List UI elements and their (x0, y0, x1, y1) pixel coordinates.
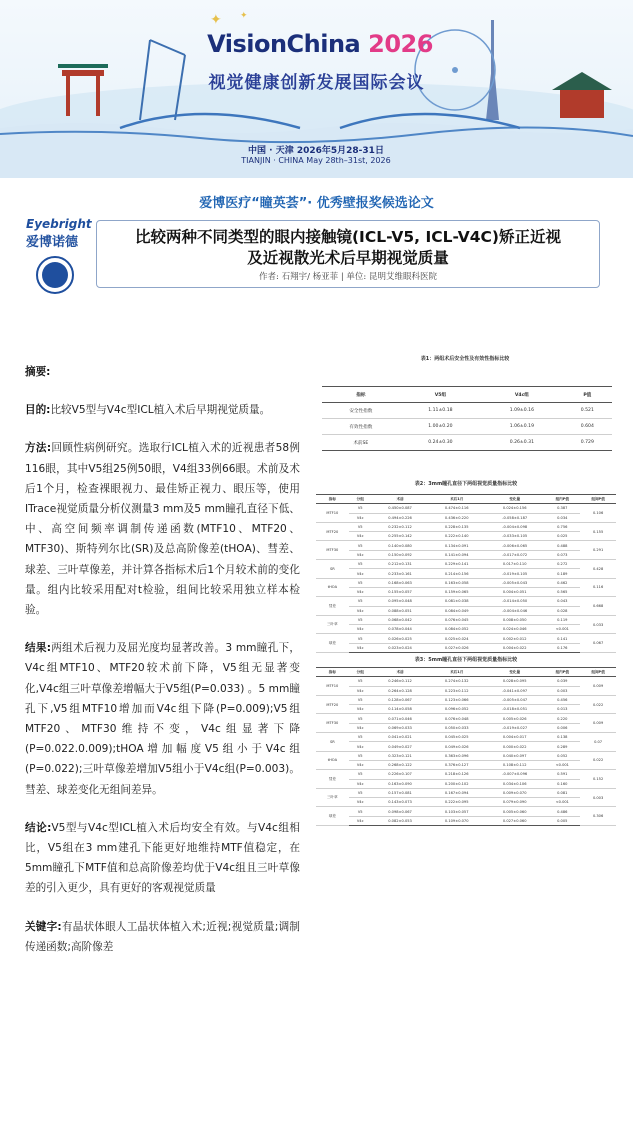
table3-cell: -0.018±0.051 (485, 705, 544, 714)
table2-metric-cell: tHOA (316, 578, 349, 597)
table2-cell: 0.119 (544, 615, 580, 624)
table3-cell: V5 (349, 788, 372, 797)
table2-row (316, 643, 616, 652)
table3-header-cell: 术后1月 (428, 668, 485, 677)
table2-cell: -0.017±0.072 (485, 550, 544, 559)
table3-row (316, 788, 616, 797)
table2-cell: 0.222±0.140 (428, 532, 485, 541)
table3-cell: 0.167±0.094 (428, 788, 485, 797)
table3-cell: 0.028±0.095 (485, 677, 544, 686)
table3-row (316, 779, 616, 788)
table3-cell: 0.160 (544, 779, 580, 788)
table2-header-cell: 变化量 (485, 495, 544, 504)
table3-cell: V5 (349, 714, 372, 723)
table3-cell: 0.003 (544, 686, 580, 695)
results-text: 两组术后视力及屈光度均显著改善。3 mm瞳孔下，V4c组MTF10、MTF20较术前下降，V5组无显著变化,V4c组三叶草像差增幅大于V5组(P=0.033) 。5 mm瞳孔下,V5组MTF10增加而V4c组下降(P=0.009);V5组MTF20、MTF30维持不变，V4c组显著下降(P=0.022.0.009);tHOA增加幅度V5组小于V4c组(P=0.022);三叶草像差增加V5组小于V4c组(P=0.003)。彗差、球差变化无组间差异。 (25, 642, 300, 796)
table3-cell: V5 (349, 751, 372, 760)
table2-cell: 0.024±0.046 (485, 625, 544, 634)
table2-between-p-cell: 0.106 (580, 504, 616, 523)
table2-cell: -0.019±0.105 (485, 569, 544, 578)
table3-cell: 0.079±0.090 (485, 798, 544, 807)
table3-cell: 0.591 (544, 770, 580, 779)
table2-row (316, 550, 616, 559)
table2-between-p-cell: 0.668 (580, 597, 616, 616)
table3-cell: 0.069±0.033 (372, 723, 429, 732)
table2-cell: 0.084±0.052 (428, 625, 485, 634)
table3-header-row (316, 668, 616, 677)
table2-cell: 0.043 (544, 597, 580, 606)
results-paragraph (25, 638, 300, 800)
table2-row (316, 625, 616, 634)
table3-row (316, 742, 616, 751)
table3-cell: 0.049±0.026 (428, 742, 485, 751)
table3-cell: V5 (349, 677, 372, 686)
table2-cell: 0.024±0.156 (485, 504, 544, 513)
table2-cell: 0.068±0.042 (372, 615, 429, 624)
table2-header-cell: 组内P值 (544, 495, 580, 504)
table2-cell: 0.025 (544, 532, 580, 541)
table2-cell: V4c (349, 606, 372, 615)
table3-metric-cell: SR (316, 733, 349, 752)
paper-title-line-2: 及近视散光术后早期视觉质量 (247, 249, 449, 267)
table2-cell: 0.155±0.057 (372, 587, 429, 596)
table3-header-cell: 组内P值 (544, 668, 580, 677)
table3-cell: 0.039 (544, 677, 580, 686)
objective-paragraph (25, 400, 300, 420)
table3-cell: 0.082±0.053 (372, 816, 429, 825)
svg-text:✦: ✦ (240, 11, 248, 21)
table1-header-cell: 指标 (322, 387, 400, 403)
table2-header-cell: 术前 (372, 495, 429, 504)
table2-cell: V4c (349, 550, 372, 559)
table2-between-p-cell: 0.116 (580, 578, 616, 597)
table2-cell: V5 (349, 578, 372, 587)
table2-cell: 0.163±0.058 (428, 578, 485, 587)
table2-between-p-cell: 0.067 (580, 634, 616, 653)
table2-cell: 0.212±0.131 (372, 560, 429, 569)
table3-row (316, 686, 616, 695)
table2-cell: V5 (349, 504, 372, 513)
table2-cell: 0.078±0.044 (372, 625, 429, 634)
table3-cell: 0.456 (544, 695, 580, 704)
table3-cell: 0.128±0.067 (372, 695, 429, 704)
table2-cell: 0.387 (544, 504, 580, 513)
table1-row (322, 403, 612, 419)
table1-header-cell: V4c组 (481, 387, 562, 403)
methods-paragraph (25, 438, 300, 620)
table3-cell: 0.323±0.121 (372, 751, 429, 760)
table2-cell: 0.168±0.063 (372, 578, 429, 587)
table2-cell: 0.474±0.116 (428, 504, 485, 513)
table3-cell: 0.052 (544, 751, 580, 760)
table3-cell: 0.076±0.048 (428, 714, 485, 723)
table2-header-row (316, 495, 616, 504)
table2-cell: -0.014±0.050 (485, 597, 544, 606)
table3-cell: 0.041±0.021 (372, 733, 429, 742)
table3-cell: 0.009±0.070 (485, 788, 544, 797)
conclusion-label: 结论: (25, 821, 52, 834)
table1-cell: 1.11±0.18 (400, 403, 481, 419)
table1-cell: 术前SE (322, 435, 400, 451)
table3-cell: 0.096±0.052 (428, 705, 485, 714)
table2-row (316, 569, 616, 578)
table2-cell: 0.034 (544, 513, 580, 522)
table3-between-p-cell: 0.009 (580, 714, 616, 733)
table2-cell: 0.229±0.141 (428, 560, 485, 569)
table3-cell: 0.013 (544, 705, 580, 714)
table2-cell: V4c (349, 513, 372, 522)
table2-cell: 0.073 (544, 550, 580, 559)
table3-header-cell: 组间P值 (580, 668, 616, 677)
table2-row (316, 578, 616, 587)
table3-cell: V5 (349, 770, 372, 779)
table1-cell: 0.521 (563, 403, 612, 419)
table3-between-p-cell: 0.009 (580, 677, 616, 696)
table2-cell: 0.228±0.135 (428, 522, 485, 531)
table3 (316, 667, 616, 826)
table3-cell: <0.001 (544, 798, 580, 807)
table3-cell: 0.200±0.102 (428, 779, 485, 788)
table2-cell: -0.006±0.065 (485, 541, 544, 550)
table3-metric-cell: tHOA (316, 751, 349, 770)
table3-cell: 0.222±0.095 (428, 798, 485, 807)
methods-text: 回顾性病例研究。选取行ICL植入术的近视患者58例116眼，其中V5组25例50眼，V4组33例66眼。术前及术后1个月，检查裸眼视力、最佳矫正视力、眼压等，使用ITrace视觉质量分析仪测量3 mm及5 mm瞳孔直径下低、中、高空间频率调制传递函数(MTF10、MTF20、MTF30)、斯特列尔比(SR)及总高阶像差(tHOA)、彗差、球差、三叶草像差，并计算各指标术后1个月较术前的变化量。组内比较采用配对t检验，组间比较采用独立样本检验。 (25, 442, 300, 617)
table3-cell: 0.000±0.022 (485, 742, 544, 751)
abstract-heading: 摘要: (25, 366, 51, 378)
conference-banner (0, 0, 633, 178)
table2-row (316, 587, 616, 596)
table2-cell: <0.001 (544, 625, 580, 634)
table3-cell: 0.004±0.017 (485, 733, 544, 742)
table3-cell: 0.103±0.057 (428, 807, 485, 816)
table2-cell: V5 (349, 560, 372, 569)
table2-cell: 0.189 (544, 569, 580, 578)
table3-cell: 0.268±0.122 (372, 760, 429, 769)
table1-header-cell: V5组 (400, 387, 481, 403)
table2-cell: V4c (349, 625, 372, 634)
table3-cell: 0.289 (544, 742, 580, 751)
eyebright-logo-cn: 爱博诺德 (26, 235, 79, 250)
table3-cell: V5 (349, 733, 372, 742)
table3-metric-cell: 球差 (316, 807, 349, 826)
table2-cell: 0.176 (544, 643, 580, 652)
table2-row (316, 606, 616, 615)
table3-cell: <0.001 (544, 760, 580, 769)
table3-row (316, 798, 616, 807)
table3-row (316, 770, 616, 779)
results-label: 结果: (25, 642, 52, 655)
table2-cell: 0.141±0.094 (428, 550, 485, 559)
table3-cell: 0.071±0.046 (372, 714, 429, 723)
table3-cell: -0.041±0.097 (485, 686, 544, 695)
table3-header-cell: 指标 (316, 668, 349, 677)
table3-cell: -0.005±0.047 (485, 695, 544, 704)
award-heading: 爱博医疗“瞳英荟”· 优秀壁报奖候选论文 (199, 196, 434, 211)
table3-row (316, 760, 616, 769)
table2-cell: V5 (349, 597, 372, 606)
paper-authors: 作者: 石翔宇/ 杨亚菲 | 单位: 昆明艾维眼科医院 (259, 272, 437, 282)
methods-label: 方法: (25, 442, 52, 455)
table1 (322, 386, 612, 451)
table3-cell: 0.098±0.067 (372, 807, 429, 816)
table2-header-cell: 组间P值 (580, 495, 616, 504)
table2-cell: V5 (349, 541, 372, 550)
table3-cell: 0.274±0.132 (428, 677, 485, 686)
table2-between-p-cell: 0.155 (580, 522, 616, 541)
table3-cell: 0.486 (544, 807, 580, 816)
table3-cell: 0.081 (544, 788, 580, 797)
table2-metric-cell: 彗差 (316, 597, 349, 616)
table3-cell: V4c (349, 686, 372, 695)
paper-title-line-1: 比较两种不同类型的眼内接触镜(ICL-V5, ICL-V4C)矫正近视 (134, 228, 562, 246)
table3-cell: 0.108±0.112 (485, 760, 544, 769)
table3-cell: 0.220 (544, 714, 580, 723)
table1-header-row (322, 387, 612, 403)
table3-metric-cell: MTF20 (316, 695, 349, 714)
table2-cell: 0.025±0.024 (428, 634, 485, 643)
table3-cell: V4c (349, 723, 372, 732)
table3-row (316, 807, 616, 816)
table1-row (322, 435, 612, 451)
table3-between-p-cell: 0.152 (580, 770, 616, 789)
table3-cell: V4c (349, 705, 372, 714)
table3-metric-cell: 三叶草 (316, 788, 349, 807)
table3-header-cell: 分组 (349, 668, 372, 677)
table2-cell: V4c (349, 569, 372, 578)
table3-cell: 0.027±0.060 (485, 816, 544, 825)
table3-cell: 0.049±0.027 (372, 742, 429, 751)
table2-cell: 0.134±0.091 (428, 541, 485, 550)
table2-row (316, 560, 616, 569)
table2-cell: 0.026±0.025 (372, 634, 429, 643)
table2-cell: 0.565 (544, 587, 580, 596)
vision-china-logo: VisionChina 2026 (207, 30, 433, 58)
table2-cell: 0.141 (544, 634, 580, 643)
table1-cell: 安全性指数 (322, 403, 400, 419)
date-en: TIANJIN · CHINA May 28th–31st, 2026 (241, 156, 391, 165)
table2-cell: -0.004±0.046 (485, 606, 544, 615)
table1-cell: 有效性指数 (322, 419, 400, 435)
table2-cell: 0.088±0.051 (372, 606, 429, 615)
table3-metric-cell: MTF30 (316, 714, 349, 733)
table2-cell: 0.462 (544, 578, 580, 587)
table2-row (316, 615, 616, 624)
table3-cell: 0.109±0.070 (428, 816, 485, 825)
table3-between-p-cell: 0.07 (580, 733, 616, 752)
table2-metric-cell: MTF30 (316, 541, 349, 560)
table3-cell: 0.045±0.025 (428, 733, 485, 742)
table3-caption: 表3：5mm瞳孔直径下两组视觉质量指标比较 (414, 657, 518, 663)
table3-cell: 0.264±0.128 (372, 686, 429, 695)
table1-header-cell: P值 (563, 387, 612, 403)
table2-metric-cell: MTF10 (316, 504, 349, 523)
table2-cell: V4c (349, 532, 372, 541)
table1-cell: 1.00±0.20 (400, 419, 481, 435)
table2-cell: 0.004±0.051 (485, 587, 544, 596)
table2-row (316, 532, 616, 541)
conference-title: 视觉健康创新发展国际会议 (208, 73, 425, 93)
table1-cell: 0.24±0.30 (400, 435, 481, 451)
objective-label: 目的: (25, 404, 51, 417)
table3-cell: -0.007±0.096 (485, 770, 544, 779)
table3-between-p-cell: 0.022 (580, 695, 616, 714)
table1-cell: 1.06±0.19 (481, 419, 562, 435)
table3-metric-cell: MTF10 (316, 677, 349, 696)
table2-cell: 0.004±0.022 (485, 643, 544, 652)
eyebright-logo: Eyebright (26, 217, 92, 231)
table3-cell: 0.005±0.026 (485, 714, 544, 723)
table3-header-cell: 变化量 (485, 668, 544, 677)
table2-header-cell: 指标 (316, 495, 349, 504)
table3-row (316, 705, 616, 714)
table2-between-p-cell: 0.428 (580, 560, 616, 579)
table3-cell: 0.050±0.033 (428, 723, 485, 732)
table2-cell: 0.017±0.110 (485, 560, 544, 569)
table3-cell: 0.005 (544, 816, 580, 825)
table3-row (316, 677, 616, 686)
table2-cell: 0.450±0.087 (372, 504, 429, 513)
table2-metric-cell: 球差 (316, 634, 349, 653)
table2-cell: 0.028 (544, 606, 580, 615)
table2-cell: 0.008±0.050 (485, 615, 544, 624)
conclusion-text: V5型与V4c型ICL植入术后均安全有效。与V4c组相比，V5组在3 mm建孔下能更好地维持MTF值稳定，在5mm瞳孔下MTF值和总高阶像差均优于V4c组且三叶草像差的引入更少，具有更好的客观视觉质量 (25, 821, 300, 895)
table2-row (316, 541, 616, 550)
table3-cell: 0.138 (544, 733, 580, 742)
table3-cell: 0.363±0.096 (428, 751, 485, 760)
table3-between-p-cell: 0.003 (580, 788, 616, 807)
table3-cell: V4c (349, 798, 372, 807)
table2-cell: 0.027±0.026 (428, 643, 485, 652)
table2-row (316, 504, 616, 513)
table3-cell: 0.246±0.112 (372, 677, 429, 686)
table3-cell: 0.034±0.106 (485, 779, 544, 788)
table2-cell: V5 (349, 634, 372, 643)
table2-cell: 0.494±0.226 (372, 513, 429, 522)
table3-cell: V4c (349, 742, 372, 751)
table2-cell: 0.255±0.142 (372, 532, 429, 541)
table3-cell: 0.040±0.097 (485, 751, 544, 760)
table2-cell: 0.095±0.048 (372, 597, 429, 606)
table3-cell: 0.114±0.058 (372, 705, 429, 714)
table3-cell: 0.376±0.127 (428, 760, 485, 769)
table2-cell: 0.150±0.092 (372, 550, 429, 559)
table2-cell: 0.140±0.080 (372, 541, 429, 550)
objective-text: 比较V5型与V4c型ICL植入术后早期视觉质量。 (50, 404, 271, 417)
hospital-seal-icon (36, 256, 74, 294)
table2-cell: V5 (349, 615, 372, 624)
table2-header-cell: 分组 (349, 495, 372, 504)
table3-cell: V4c (349, 816, 372, 825)
table1-cell: 0.26±0.31 (481, 435, 562, 451)
table3-metric-cell: 彗差 (316, 770, 349, 789)
table2-cell: 0.436±0.220 (428, 513, 485, 522)
table2-cell: V5 (349, 522, 372, 531)
table2-cell: 0.233±0.161 (372, 569, 429, 578)
table3-row (316, 695, 616, 704)
table3-between-p-cell: 0.306 (580, 807, 616, 826)
keywords-text: 有晶状体眼人工晶状体植入术;近视;视觉质量;调制传递函数;高阶像差 (25, 920, 300, 953)
table1-cell: 0.604 (563, 419, 612, 435)
table2-cell: 0.023±0.024 (372, 643, 429, 652)
table2-cell: -0.058±0.187 (485, 513, 544, 522)
table2-cell: 0.076±0.045 (428, 615, 485, 624)
table2-cell: -0.005±0.043 (485, 578, 544, 587)
table2-cell: 0.081±0.038 (428, 597, 485, 606)
table3-cell: 0.226±0.107 (372, 770, 429, 779)
table3-cell: 0.163±0.090 (372, 779, 429, 788)
table2-caption: 表2：3mm瞳孔直径下两组视觉质量指标比较 (414, 481, 518, 487)
table1-cell: 0.729 (563, 435, 612, 451)
table3-cell: 0.006 (544, 723, 580, 732)
table3-cell: 0.157±0.081 (372, 788, 429, 797)
table2-cell: 0.214±0.156 (428, 569, 485, 578)
table2-cell: 0.159±0.065 (428, 587, 485, 596)
table2-metric-cell: SR (316, 560, 349, 579)
table3-cell: 0.005±0.060 (485, 807, 544, 816)
table2-cell: V4c (349, 587, 372, 596)
table2-cell: 0.272 (544, 560, 580, 569)
keywords-label: 关键字: (25, 920, 62, 933)
table3-cell: 0.218±0.126 (428, 770, 485, 779)
table1-cell: 1.09±0.16 (481, 403, 562, 419)
table2-row (316, 513, 616, 522)
table3-row (316, 816, 616, 825)
table3-cell: V5 (349, 807, 372, 816)
table3-header-cell: 术前 (372, 668, 429, 677)
table3-row (316, 714, 616, 723)
date-cn: 中国 · 天津 2026年5月28-31日 (248, 146, 384, 156)
table3-cell: V4c (349, 779, 372, 788)
table2-row (316, 522, 616, 531)
table2-cell: -0.004±0.098 (485, 522, 544, 531)
table3-cell: -0.019±0.027 (485, 723, 544, 732)
table2-metric-cell: MTF20 (316, 522, 349, 541)
table2-between-p-cell: 0.033 (580, 615, 616, 634)
table3-row (316, 723, 616, 732)
table2-cell: 0.756 (544, 522, 580, 531)
table1-caption: 表1：两组术后安全性及有效性指标比较 (420, 356, 510, 362)
svg-text:✦: ✦ (210, 12, 222, 28)
keywords-paragraph (25, 917, 300, 957)
table2-cell: 0.488 (544, 541, 580, 550)
abstract-column (25, 362, 300, 975)
table2-cell: V4c (349, 643, 372, 652)
table3-row (316, 733, 616, 742)
table2-cell: 0.232±0.112 (372, 522, 429, 531)
table3-cell: 0.223±0.112 (428, 686, 485, 695)
table1-row (322, 419, 612, 435)
conclusion-paragraph (25, 818, 300, 899)
table3-row (316, 751, 616, 760)
table3-between-p-cell: 0.022 (580, 751, 616, 770)
table3-cell: V4c (349, 760, 372, 769)
table3-cell: 0.143±0.073 (372, 798, 429, 807)
table2 (316, 494, 616, 653)
table2-cell: -0.033±0.105 (485, 532, 544, 541)
table2-row (316, 634, 616, 643)
table3-cell: 0.123±0.066 (428, 695, 485, 704)
table2-row (316, 597, 616, 606)
table2-cell: 0.002±0.012 (485, 634, 544, 643)
table3-cell: V5 (349, 695, 372, 704)
paper-title-box (96, 220, 600, 288)
table2-header-cell: 术后1月 (428, 495, 485, 504)
table2-metric-cell: 三叶草 (316, 615, 349, 634)
table2-cell: 0.084±0.049 (428, 606, 485, 615)
table2-between-p-cell: 0.291 (580, 541, 616, 560)
